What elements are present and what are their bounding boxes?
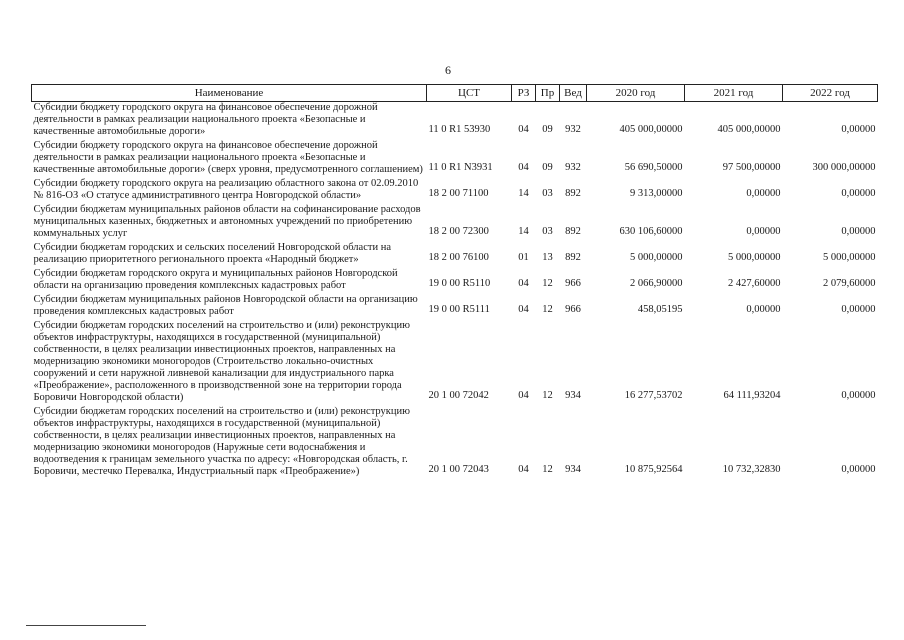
table-row (32, 406, 878, 480)
cell-name: Субсидии бюджету городского округа на реализацию областного закона от 02.09.2010 № 816-ОЗ «О статусе административного центра Новгородской области» (33, 178, 419, 201)
table-row (32, 204, 878, 242)
cell-cst: 19 0 00 R5111 (428, 304, 490, 315)
cell-cst: 11 0 R1 N3931 (428, 162, 493, 173)
cell-rz: 04 (518, 124, 529, 135)
cell-pr: 09 (542, 162, 553, 173)
cell-2021: 0,00000 (746, 304, 781, 315)
cell-ved: 892 (565, 188, 581, 199)
cell-cst: 20 1 00 72043 (428, 464, 489, 475)
cell-ved: 934 (565, 464, 581, 475)
cell-2020: 630 106,60000 (619, 226, 683, 237)
cell-2021: 2 427,60000 (728, 278, 781, 289)
cell-2021: 64 111,93204 (723, 390, 781, 401)
column-header-pr: Пр (536, 85, 560, 102)
cell-name: Субсидии бюджетам городских поселений на строительство и (или) реконструкцию объектов инфраструктуры, находящихся в государственной (муниципальной) собственности, в целях реализации инвестиционных проектов, направленных на модернизацию экономики моногородов (Наружные сети водоснабжения и водоотведения к границам земельного участка по адресу: «Новгородская область, г. Боровичи, местечко Перевалка, Индустриальный парк «Преображение») (33, 406, 410, 477)
cell-2022: 0,00000 (841, 226, 876, 237)
cell-2022: 0,00000 (841, 188, 876, 199)
cell-2021: 0,00000 (746, 226, 781, 237)
cell-2020: 458,05195 (637, 304, 683, 315)
cell-2021: 5 000,00000 (728, 252, 781, 263)
cell-2021: 97 500,00000 (722, 162, 781, 173)
cell-2022: 2 079,60000 (823, 278, 876, 289)
column-header-2021: 2021 год (685, 85, 783, 102)
table-row (32, 294, 878, 320)
column-header-rz: РЗ (512, 85, 536, 102)
cell-name: Субсидии бюджету городского округа на финансовое обеспечение дорожной деятельности в рамках реализации национального проекта «Безопасные и качественные автомобильные дороги» (33, 102, 378, 137)
cell-pr: 03 (542, 188, 553, 199)
table-row (32, 268, 878, 294)
cell-2021: 10 732,32830 (722, 464, 781, 475)
budget-table (31, 84, 878, 480)
cell-2021: 0,00000 (746, 188, 781, 199)
cell-2022: 5 000,00000 (823, 252, 876, 263)
cell-2020: 9 313,00000 (630, 188, 683, 199)
cell-2022: 300 000,00000 (812, 162, 876, 173)
cell-cst: 18 2 00 72300 (428, 226, 489, 237)
column-header-2022: 2022 год (783, 85, 878, 102)
table-row (32, 140, 878, 178)
cell-ved: 892 (565, 252, 581, 263)
cell-pr: 13 (542, 252, 553, 263)
cell-rz: 14 (518, 226, 529, 237)
table-row (32, 102, 878, 141)
cell-ved: 892 (565, 226, 581, 237)
cell-rz: 04 (518, 162, 529, 173)
cell-ved: 932 (565, 162, 581, 173)
cell-ved: 966 (565, 304, 581, 315)
cell-cst: 20 1 00 72042 (428, 390, 489, 401)
cell-name: Субсидии бюджетам городских и сельских поселений Новгородской области на реализацию приоритетного регионального проекта «Народный бюджет» (33, 242, 391, 265)
cell-name: Субсидии бюджетам муниципальных районов Новгородской области на организацию проведения комплексных кадастровых работ (33, 294, 418, 317)
cell-cst: 11 0 R1 53930 (428, 124, 491, 135)
cell-pr: 12 (542, 304, 553, 315)
column-header-name: Наименование (32, 85, 427, 102)
cell-rz: 04 (518, 464, 529, 475)
table-row (32, 320, 878, 406)
table-header-row (32, 85, 878, 102)
cell-rz: 14 (518, 188, 529, 199)
cell-2020: 2 066,90000 (630, 278, 683, 289)
cell-ved: 966 (565, 278, 581, 289)
column-header-ved: Вед (560, 85, 587, 102)
cell-pr: 12 (542, 278, 553, 289)
cell-2022: 0,00000 (841, 390, 876, 401)
cell-2022: 0,00000 (841, 124, 876, 135)
cell-name: Субсидии бюджетам городских поселений на строительство и (или) реконструкцию объектов инфраструктуры, находящихся в государственной (муниципальной) собственности, в целях реализации инвестиционных проектов, направленных на модернизацию экономики моногородов (Строительство локально-очистных сооружений и сети наружной ливневой канализации для индустриального парка «Преображение», расположенного в производственной зоне на территории города Боровичи Новгородской области) (33, 320, 410, 403)
table-row (32, 242, 878, 268)
cell-name: Субсидии бюджету городского округа на финансовое обеспечение дорожной деятельности в рамках реализации национального проекта «Безопасные и качественные автомобильные дороги» (сверх уровня, предусмотренного соглашением) (33, 140, 423, 175)
cell-2021: 405 000,00000 (717, 124, 781, 135)
cell-2020: 56 690,50000 (624, 162, 683, 173)
column-header-2020: 2020 год (587, 85, 685, 102)
cell-pr: 12 (542, 464, 553, 475)
cell-ved: 932 (565, 124, 581, 135)
cell-2022: 0,00000 (841, 304, 876, 315)
cell-name: Субсидии бюджетам муниципальных районов области на софинансирование расходов муниципальных казенных, бюджетных и автономных учреждений по приобретению коммунальных услуг (33, 204, 421, 239)
cell-rz: 01 (518, 252, 529, 263)
cell-2020: 405 000,00000 (619, 124, 683, 135)
cell-2022: 0,00000 (841, 464, 876, 475)
cell-rz: 04 (518, 304, 529, 315)
cell-rz: 04 (518, 390, 529, 401)
cell-name: Субсидии бюджетам городского округа и муниципальных районов Новгородской области на организацию проведения комплексных кадастровых работ (33, 268, 398, 291)
cell-pr: 12 (542, 390, 553, 401)
cell-cst: 18 2 00 76100 (428, 252, 489, 263)
column-header-cst: ЦСТ (427, 85, 512, 102)
page-number: 6 (445, 63, 451, 77)
cell-2020: 16 277,53702 (624, 390, 683, 401)
cell-pr: 03 (542, 226, 553, 237)
cell-rz: 04 (518, 278, 529, 289)
cell-ved: 934 (565, 390, 581, 401)
footer-rule (26, 625, 146, 626)
cell-2020: 10 875,92564 (624, 464, 683, 475)
cell-cst: 18 2 00 71100 (428, 188, 489, 199)
cell-cst: 19 0 00 R5110 (428, 278, 491, 289)
cell-pr: 09 (542, 124, 553, 135)
table-body (32, 102, 878, 481)
cell-2020: 5 000,00000 (630, 252, 683, 263)
table-row (32, 178, 878, 204)
